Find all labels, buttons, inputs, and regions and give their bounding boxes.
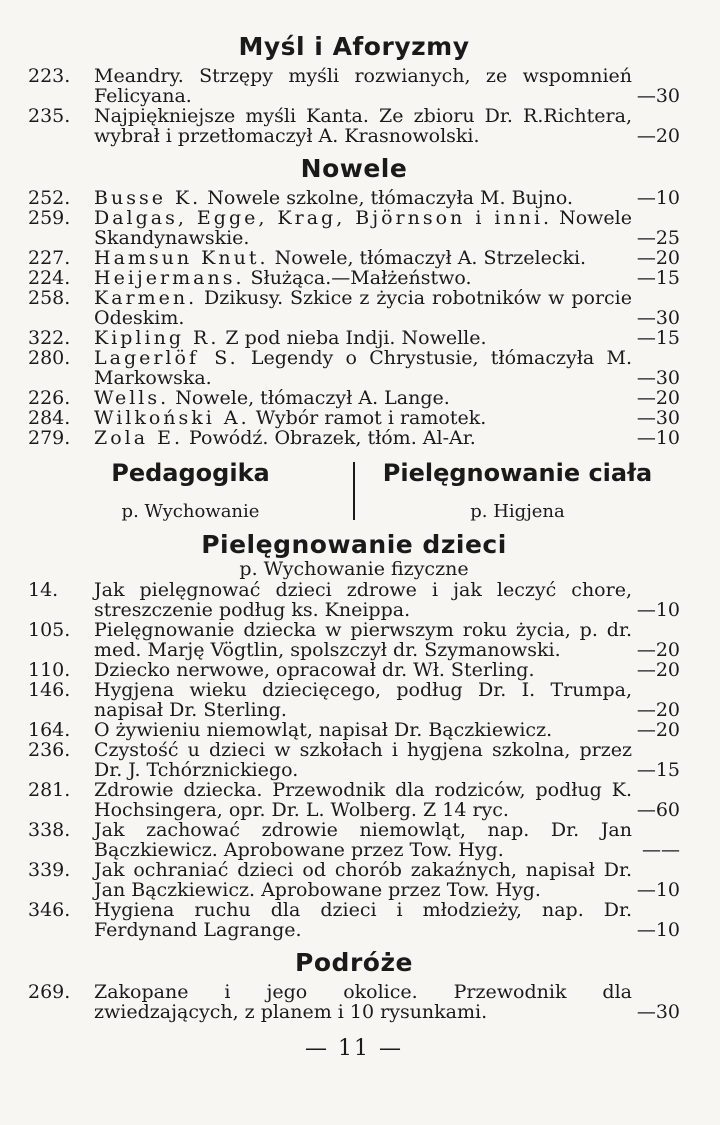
entry-price: —20 — [636, 387, 680, 409]
entry-author: Hamsun Knut. — [94, 247, 269, 269]
list-item — [28, 248, 680, 268]
section-title-nowele: Nowele — [300, 154, 408, 183]
entry-price: —30 — [636, 85, 680, 107]
entry-price: —10 — [636, 599, 680, 621]
list-item — [28, 900, 680, 940]
entry-author: Lagerlöf S. — [94, 347, 239, 369]
entry-author: Karmen. — [94, 287, 198, 309]
list-item — [28, 660, 680, 680]
entry-number: 146. — [28, 679, 71, 701]
entry-title: Nowele szkolne, tłómaczyła M. Bujno. — [201, 187, 574, 209]
entry-number: 223. — [28, 65, 71, 87]
entry-price: —30 — [636, 367, 680, 389]
list-item — [28, 720, 680, 740]
entry-number: 338. — [28, 819, 71, 841]
entry-text: Jak ochraniać dzieci od chorób zakaźnych, napisał Dr. Jan Bączkiewicz. Aprobowane przez Tow. Hyg. — [94, 859, 632, 901]
entry-number: 14. — [28, 579, 59, 601]
list-item — [28, 268, 680, 288]
entry-author: Busse K. — [94, 187, 202, 209]
list-item — [28, 288, 680, 328]
nowele-list — [28, 188, 680, 448]
list-item — [28, 982, 680, 1022]
entry-text — [94, 208, 632, 248]
list-item — [28, 348, 680, 388]
travel-list — [28, 982, 680, 1022]
entry-number: 105. — [28, 619, 71, 641]
column-pedagogika — [28, 458, 353, 524]
entry-price: —20 — [636, 659, 680, 681]
entry-price: —15 — [636, 267, 680, 289]
entry-text: Jak zachować zdrowie niemowląt, nap. Dr. Jan Bączkiewicz. Aprobowane przez Tow. Hyg. — [94, 819, 632, 861]
entry-price: —15 — [636, 759, 680, 781]
entry-text — [94, 288, 632, 328]
list-item — [28, 680, 680, 720]
entry-text: Pielęgnowanie dziecka w pierwszym roku życia, p. dr. med. Marję Vögtlin, spolszczył dr. Szymanowski. — [94, 619, 632, 661]
list-item — [28, 408, 680, 428]
entry-price: —60 — [636, 799, 680, 821]
entry-author: Wilkoński A. — [94, 407, 250, 429]
entry-number: 279. — [28, 427, 71, 449]
entry-number: 322. — [28, 327, 71, 349]
entry-number: 346. — [28, 899, 71, 921]
entry-price: —10 — [636, 919, 680, 941]
entry-title: Nowele, tłómaczył A. Strzelecki. — [268, 247, 587, 269]
entry-number: 226. — [28, 387, 71, 409]
list-item — [28, 740, 680, 780]
entry-price: —20 — [636, 719, 680, 741]
entry-text — [94, 388, 632, 408]
entry-price: —10 — [636, 187, 680, 209]
entry-text: Czystość u dzieci w szkołach i hygjena szkolna, przez Dr. J. Tchórznickiego. — [94, 739, 632, 781]
entry-number: 236. — [28, 739, 71, 761]
entry-number: 281. — [28, 779, 71, 801]
entry-text: Najpiękniejsze myśli Kanta. Ze zbioru Dr. R.Richtera, wybrał i przetłomaczył A. Krasnowolski. — [94, 105, 632, 147]
entry-number: 164. — [28, 719, 71, 741]
page-number: — 11 — — [305, 1036, 403, 1061]
entry-text — [94, 428, 632, 448]
entry-title: Służąca.—Małżeństwo. — [244, 267, 472, 289]
list-item — [28, 106, 680, 146]
list-item — [28, 580, 680, 620]
entry-title: Powódź. Obrazek, tłóm. Al-Ar. — [183, 427, 476, 449]
entry-author: Kipling R. — [94, 327, 220, 349]
entry-number: 284. — [28, 407, 71, 429]
entry-price: —10 — [636, 427, 680, 449]
entry-price: —20 — [636, 125, 680, 147]
entry-number: 259. — [28, 207, 71, 229]
entry-author: Zola E. — [94, 427, 183, 449]
entry-price: —30 — [636, 407, 680, 429]
section-title-dzieci: Pielęgnowanie dzieci — [201, 530, 507, 559]
entry-text: Meandry. Strzępy myśli rozwianych, ze wspomnień Felicyana. — [94, 65, 632, 107]
column-subtitle: p. Higjena — [470, 501, 565, 522]
entry-title: Nowele Skandynawskie. — [94, 207, 632, 249]
entry-author: Heijermans. — [94, 267, 245, 289]
entry-number: 110. — [28, 659, 71, 681]
column-subtitle: p. Wychowanie — [121, 501, 260, 522]
children-list — [28, 580, 680, 940]
entry-number: 339. — [28, 859, 71, 881]
list-item — [28, 66, 680, 106]
entry-title: Legendy o Chrystusie, tłómaczyła M. Markowska. — [94, 347, 633, 389]
entry-price: —30 — [636, 307, 680, 329]
entry-number: 252. — [28, 187, 71, 209]
entry-price: —20 — [636, 639, 680, 661]
entry-text — [94, 248, 632, 268]
entry-price: —20 — [636, 247, 680, 269]
list-item — [28, 208, 680, 248]
entry-number: 224. — [28, 267, 71, 289]
entry-title: Dzikusy. Szkice z życia robotników w porcie Odeskim. — [94, 287, 632, 329]
entry-text: Jak pielęgnować dzieci zdrowe i jak leczyć chore, streszczenie podług ks. Kneippa. — [94, 579, 632, 621]
list-item — [28, 428, 680, 448]
entry-price: —20 — [636, 699, 680, 721]
entry-text: Zakopane i jego okolice. Przewodnik dla zwiedzających, z planem i 10 rysunkami. — [94, 981, 632, 1023]
entry-text: O żywieniu niemowląt, napisał Dr. Bączkiewicz. — [94, 719, 553, 741]
section-title-mysl: Myśl i Aforyzmy — [238, 32, 470, 61]
entry-author: Dalgas, Egge, Krag, Björnson i inni. — [94, 207, 553, 229]
entry-text — [94, 408, 632, 428]
entry-title: Z pod nieba Indji. Nowelle. — [219, 327, 487, 349]
entry-text — [94, 188, 632, 208]
entry-text — [94, 348, 632, 388]
entry-price: —10 — [636, 879, 680, 901]
section-subtitle-dzieci: p. Wychowanie fizyczne — [239, 558, 469, 580]
entry-number: 269. — [28, 981, 71, 1003]
entry-number: 258. — [28, 287, 71, 309]
entry-price: —25 — [636, 227, 680, 249]
list-item — [28, 328, 680, 348]
entry-price: —15 — [636, 327, 680, 349]
entry-title: Nowele, tłómaczył A. Lange. — [169, 387, 450, 409]
entry-text: Hygjena wieku dziecięcego, podług Dr. I. Trumpa, napisał Dr. Sterling. — [94, 679, 632, 721]
entry-number: 235. — [28, 105, 71, 127]
entry-author: Wells. — [94, 387, 170, 409]
list-item — [28, 388, 680, 408]
two-column-headings — [28, 458, 680, 524]
entry-text: Dziecko nerwowe, opracował dr. Wł. Sterling. — [94, 659, 535, 681]
column-title: Pielęgnowanie ciała — [382, 459, 653, 487]
entry-text: Hygiena ruchu dla dzieci i młodzieży, nap. Dr. Ferdynand Lagrange. — [94, 899, 632, 941]
column-title: Pedagogika — [111, 459, 270, 487]
entry-text — [94, 268, 632, 288]
entry-title: Wybór ramot i ramotek. — [249, 407, 487, 429]
entry-number: 227. — [28, 247, 71, 269]
entry-price: —— — [642, 839, 680, 861]
list-item — [28, 188, 680, 208]
list-item — [28, 860, 680, 900]
column-pielegnowanie-ciala — [355, 458, 680, 524]
entry-price: —30 — [636, 1001, 680, 1023]
list-item — [28, 820, 680, 860]
entry-text: Zdrowie dziecka. Przewodnik dla rodziców, podług K. Hochsingera, opr. Dr. L. Wolberg. Z 14 ryc. — [94, 779, 632, 821]
entry-number: 280. — [28, 347, 71, 369]
section-title-podroze: Podróże — [295, 948, 413, 977]
entry-text — [94, 328, 632, 348]
list-item — [28, 780, 680, 820]
list-item — [28, 620, 680, 660]
